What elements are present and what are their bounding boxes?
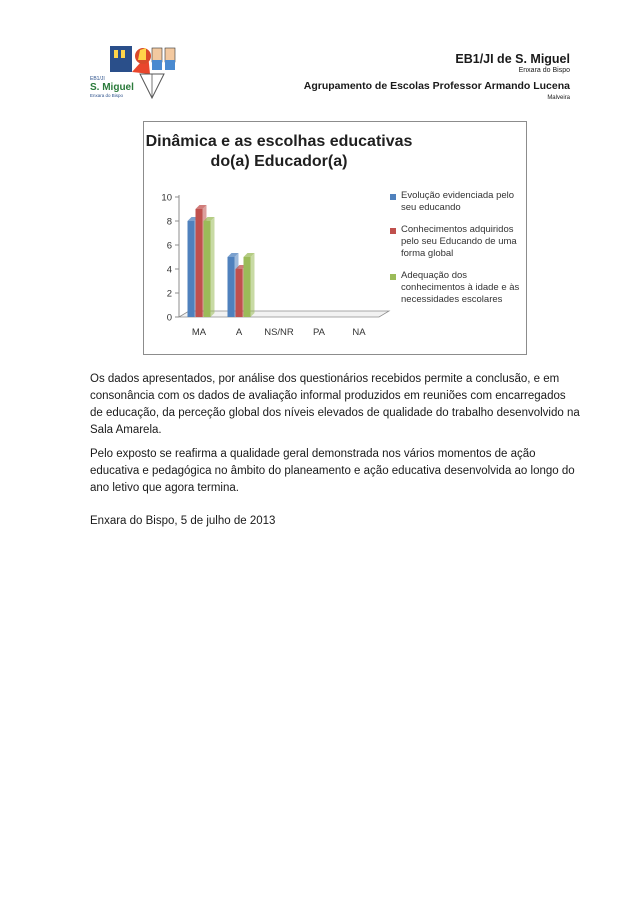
group-location: Malveira	[547, 95, 570, 101]
y-tick-label: 4	[166, 264, 172, 276]
legend-swatch	[390, 274, 396, 280]
legend-item	[390, 190, 522, 214]
y-tick-label: 2	[166, 288, 172, 300]
bar	[244, 257, 251, 317]
chart-title-line1: Dinâmica e as escolhas educativas	[145, 133, 413, 150]
legend-label: Adequação dos conhecimentos à idade e às necessidades escolares	[401, 270, 520, 305]
y-tick-label: 6	[166, 240, 172, 252]
bar	[188, 221, 195, 317]
school-group-name: Agrupamento de Escolas Professor Armando Lucena	[303, 80, 570, 92]
bar	[196, 209, 203, 317]
bar	[228, 257, 235, 317]
x-tick-label: A	[235, 327, 243, 338]
y-tick-label: 0	[166, 312, 172, 324]
x-tick-label: NA	[352, 327, 366, 338]
x-tick-label: MA	[191, 327, 207, 338]
logo-text-2: S. Miguel	[90, 82, 134, 93]
bar	[204, 221, 211, 317]
legend-swatch	[390, 228, 396, 234]
paragraph-reaffirm: Pelo exposto se reafirma a qualidade geral demonstrada nos vários momentos de ação educativa e pedagógica no âmbito do planeamento e ação educativa desenvolvida ao longo do ano letivo que agora termina.	[90, 448, 575, 494]
chart-title-line2: do(a) Educador(a)	[210, 153, 348, 170]
logo-text-1: EB1/JI	[90, 76, 105, 82]
paragraph-conclusion: Os dados apresentados, por análise dos questionários recebidos permite a conclusão, e em consonância com os dados de avaliação informal produzidos em reuniões com encarregados de educação, da perceção global dos níveis elevados de qualidade do trabalho desenvolvido na Sala Amarela.	[90, 373, 580, 436]
legend-item	[390, 270, 522, 306]
school-name: EB1/JI de S. Miguel	[455, 52, 570, 66]
x-tick-label: NS/NR	[264, 327, 294, 338]
chart-legend	[390, 190, 522, 316]
legend-swatch	[390, 194, 396, 200]
y-tick-label: 10	[161, 192, 172, 204]
legend-item	[390, 224, 522, 260]
legend-label: Conhecimentos adquiridos pelo seu Educando de uma forma global	[401, 224, 517, 259]
y-tick-label: 8	[166, 216, 172, 228]
legend-label: Evolução evidenciada pelo seu educando	[401, 190, 515, 213]
logo-text-3: Enxara do Bispo	[90, 93, 124, 98]
bar	[236, 269, 243, 317]
bar-side	[251, 253, 255, 317]
bar-side	[211, 217, 215, 317]
chart	[143, 121, 527, 355]
x-tick-label: PA	[313, 327, 325, 338]
date-line: Enxara do Bispo, 5 de julho de 2013	[90, 515, 276, 527]
school-location: Enxara do Bispo	[518, 67, 570, 74]
school-logo	[88, 44, 188, 102]
